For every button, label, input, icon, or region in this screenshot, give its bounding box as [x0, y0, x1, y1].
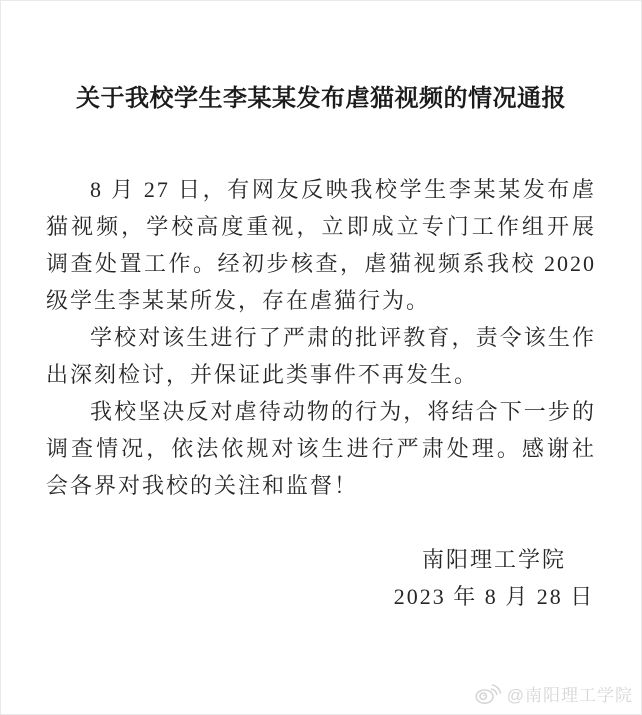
signature-organization: 南阳理工学院	[421, 547, 566, 572]
signature-block	[354, 541, 634, 615]
notice-title: 关于我校学生李某某发布虐猫视频的情况通报	[76, 85, 566, 112]
notice-paragraph-1: 8 月 27 日，有网友反映我校学生李某某发布虐猫视频，学校高度重视，立即成立专门工作组开展调查处置工作。经初步核查，虐猫视频系我校 2020 级学生李某某所发，存在虐猫行为。	[46, 177, 596, 313]
notice-body	[46, 171, 596, 504]
weibo-watermark-text: @南阳理工学院	[506, 686, 633, 705]
weibo-watermark	[475, 681, 633, 706]
notice-paragraph-2: 学校对该生进行了严肃的批评教育，责令该生作出深刻检讨，并保证此类事件不再发生。	[46, 325, 596, 387]
signature-date: 2023 年 8 月 28 日	[393, 584, 595, 609]
weibo-icon	[475, 682, 502, 705]
notice-paragraph-3: 我校坚决反对虐待动物的行为，将结合下一步的调查情况，依法依规对该生进行严肃处理。感谢社会各界对我校的关注和监督！	[46, 399, 596, 498]
